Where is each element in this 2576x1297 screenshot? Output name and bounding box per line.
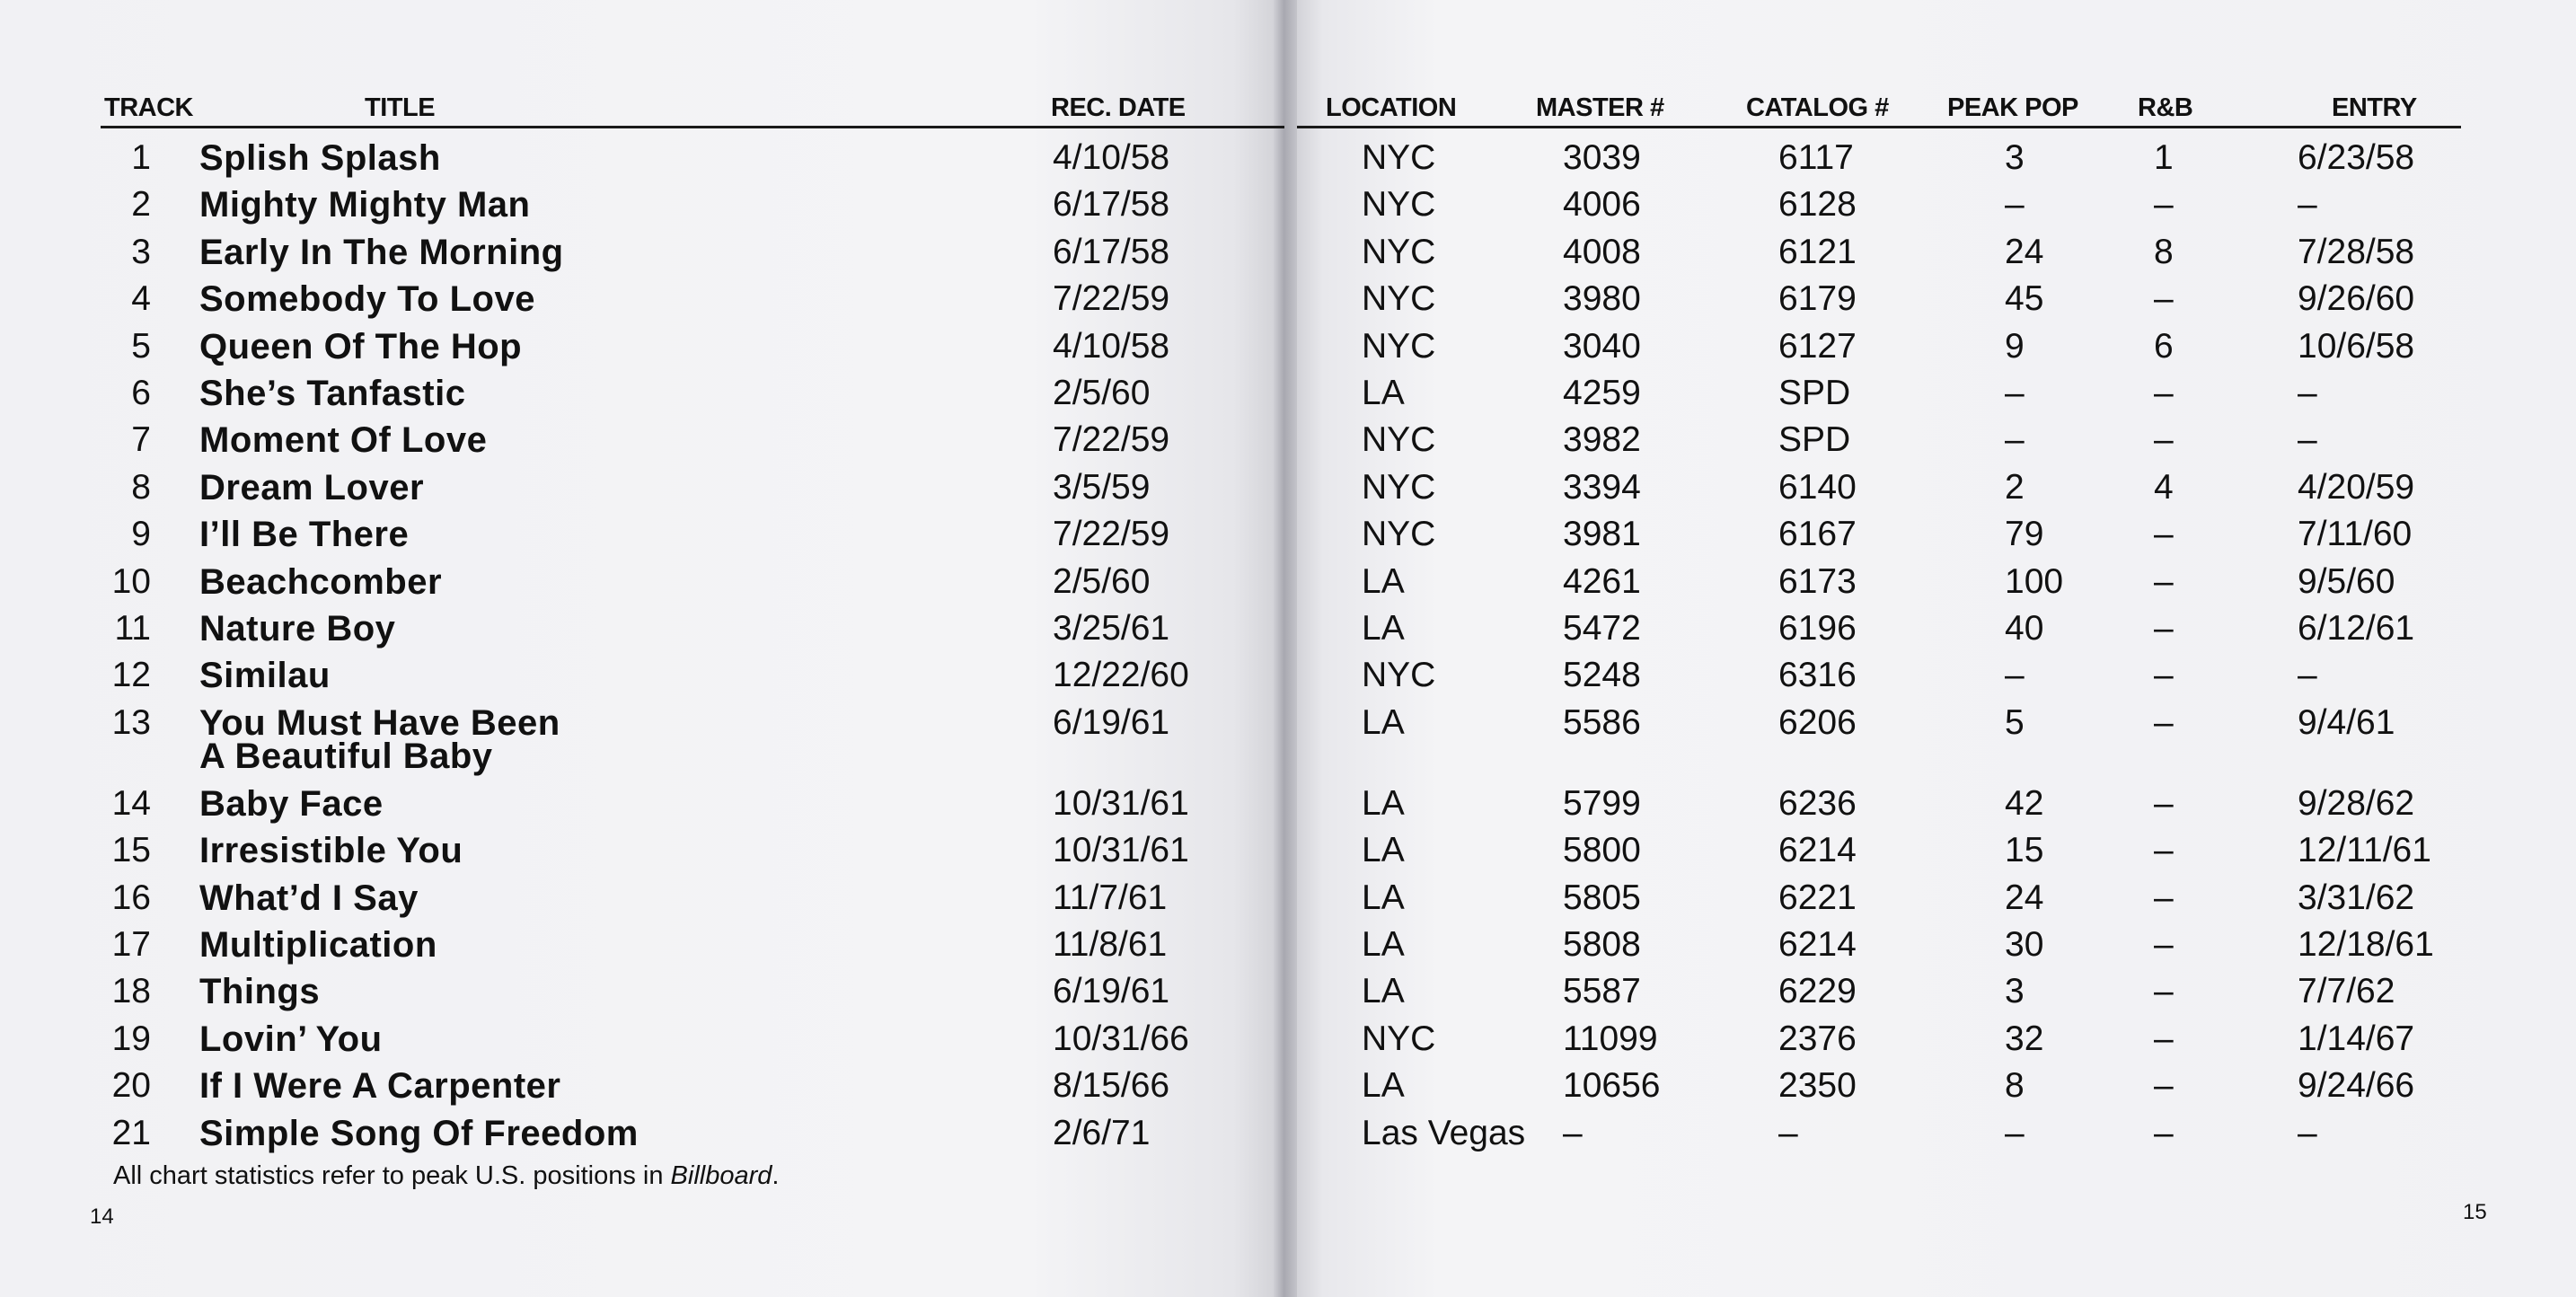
header-location: LOCATION [1326,93,1457,122]
peak-pop: 42 [2005,783,2044,823]
track-title: If I Were A Carpenter [199,1066,561,1107]
master-number: 5472 [1563,609,1641,648]
rnb-peak: – [2154,609,2174,648]
catalog-number: 6229 [1778,972,1857,1011]
track-title: Somebody To Love [199,279,535,320]
rnb-peak: – [2154,972,2174,1011]
entry-date: 10/6/58 [2298,326,2415,366]
location: NYC [1362,138,1436,177]
rec-date: 2/6/71 [1053,1113,1151,1152]
rec-date: 8/15/66 [1053,1066,1170,1106]
peak-pop: 9 [2005,326,2025,366]
track-number: 6 [131,374,151,412]
location: LA [1362,561,1405,601]
entry-date: 9/28/62 [2298,783,2415,823]
location: LA [1362,925,1405,964]
rec-date: 6/19/61 [1053,702,1170,742]
master-number: 10656 [1563,1066,1661,1106]
location: NYC [1362,420,1436,460]
page-number-left: 14 [90,1204,114,1229]
table-row [0,374,2576,420]
master-number: 4006 [1563,185,1641,225]
track-number: 19 [111,1019,151,1058]
location: LA [1362,878,1405,917]
peak-pop: 2 [2005,467,2025,507]
rec-date: 6/19/61 [1053,972,1170,1011]
entry-date: – [2298,374,2317,412]
rec-date: 3/25/61 [1053,609,1170,648]
table-row [0,327,2576,374]
peak-pop: – [2005,374,2025,412]
rec-date: 10/31/61 [1053,783,1189,823]
track-title [199,703,560,777]
peak-pop: 5 [2005,702,2025,742]
rnb-peak: – [2154,656,2174,695]
location: LA [1362,831,1405,870]
master-number: 5586 [1563,702,1641,742]
peak-pop: 8 [2005,1066,2025,1106]
catalog-number: 6221 [1778,878,1857,917]
track-title: Dream Lover [199,467,425,507]
catalog-number: 6206 [1778,702,1857,742]
rec-date: 11/8/61 [1053,925,1168,964]
rec-date: 7/22/59 [1053,279,1170,319]
rec-date: 6/17/58 [1053,185,1170,225]
rec-date: 6/17/58 [1053,232,1170,271]
entry-date: 9/26/60 [2298,279,2415,319]
rnb-peak: 1 [2154,138,2174,177]
rnb-peak: – [2154,374,2174,412]
master-number: 5248 [1563,656,1641,695]
table-row [0,784,2576,831]
chart-footnote [113,1161,779,1191]
master-number: 5799 [1563,783,1641,823]
peak-pop: 15 [2005,831,2044,870]
header-entry: ENTRY [2332,93,2417,122]
peak-pop: – [2005,420,2025,460]
master-number: 3981 [1563,515,1641,554]
peak-pop: 24 [2005,232,2044,271]
track-number: 20 [111,1066,151,1106]
table-row [0,878,2576,925]
track-number: 18 [111,972,151,1011]
location: NYC [1362,279,1436,319]
rnb-peak: 4 [2154,467,2174,507]
location: NYC [1362,656,1436,695]
table-row [0,831,2576,878]
catalog-number: 6167 [1778,515,1857,554]
entry-date: – [2298,185,2317,225]
table-row [0,1019,2576,1066]
entry-date: 6/12/61 [2298,609,2415,648]
table-row [0,233,2576,279]
master-number: 5800 [1563,831,1641,870]
entry-date: 7/7/62 [2298,972,2395,1011]
table-row [0,702,2576,776]
rnb-peak: 6 [2154,326,2174,366]
rnb-peak: 8 [2154,232,2174,271]
master-number: 3040 [1563,326,1641,366]
master-number: 4259 [1563,374,1641,412]
rnb-peak: – [2154,878,2174,917]
header-rnb: R&B [2138,93,2193,122]
track-title: Queen Of The Hop [199,326,523,366]
track-title: She’s Tanfastic [199,374,466,413]
track-title: Mighty Mighty Man [199,185,531,225]
location: NYC [1362,326,1436,366]
master-number: – [1563,1113,1583,1152]
location: LA [1362,1066,1405,1106]
footnote-end: . [772,1161,780,1190]
master-number: 4008 [1563,232,1641,271]
table-row [0,925,2576,972]
table-row [0,185,2576,232]
table-row [0,420,2576,467]
entry-date: 6/23/58 [2298,138,2415,177]
master-number: 4261 [1563,561,1641,601]
master-number: 3980 [1563,279,1641,319]
track-title: Nature Boy [199,609,396,648]
peak-pop: 79 [2005,515,2044,554]
track-number: 3 [131,232,151,271]
location: NYC [1362,185,1436,225]
track-title-line-1: You Must Have Been [199,702,560,743]
rnb-peak: – [2154,279,2174,319]
track-number: 1 [131,138,151,177]
track-number: 4 [131,279,151,319]
rnb-peak: – [2154,1019,2174,1058]
entry-date: 9/5/60 [2298,561,2395,601]
table-row [0,609,2576,656]
rec-date: 10/31/66 [1053,1019,1189,1058]
entry-date: 9/24/66 [2298,1066,2415,1106]
rec-date: 7/22/59 [1053,515,1170,554]
table-row [0,138,2576,185]
header-peak-pop: PEAK POP [1947,93,2078,122]
entry-date: 4/20/59 [2298,467,2415,507]
catalog-number: 6179 [1778,279,1857,319]
rec-date: 10/31/61 [1053,831,1189,870]
catalog-number: SPD [1778,420,1851,460]
track-title: Lovin’ You [199,1019,383,1059]
peak-pop: 24 [2005,878,2044,917]
rec-date: 2/5/60 [1053,561,1151,601]
catalog-number: – [1778,1113,1798,1152]
track-title: What’d I Say [199,878,419,918]
header-master: MASTER # [1536,93,1664,122]
page-number-right: 15 [2463,1200,2487,1224]
header-catalog: CATALOG # [1746,93,1889,122]
catalog-number: 6128 [1778,185,1857,225]
catalog-number: 6117 [1778,138,1854,177]
track-title: Simple Song Of Freedom [199,1113,639,1153]
rnb-peak: – [2154,702,2174,742]
track-number: 12 [111,656,151,695]
peak-pop: 100 [2005,561,2064,601]
track-number: 21 [111,1113,151,1152]
rnb-peak: – [2154,1066,2174,1106]
track-title: Splish Splash [199,138,441,178]
rnb-peak: – [2154,783,2174,823]
catalog-number: 6127 [1778,326,1857,366]
footnote-source: Billboard [670,1161,772,1190]
table-row [0,972,2576,1019]
track-title-line-2: A Beautiful Baby [199,736,493,776]
header-rule-right [1297,126,2461,128]
header-rec-date: REC. DATE [1051,93,1186,122]
entry-date: 7/11/60 [2298,515,2413,554]
rec-date: 11/7/61 [1053,878,1168,917]
rec-date: 2/5/60 [1053,374,1151,412]
footnote-text: All chart statistics refer to peak U.S. positions in [113,1161,671,1190]
entry-date: – [2298,656,2317,695]
track-title: Multiplication [199,925,437,965]
rec-date: 12/22/60 [1053,656,1189,695]
location: LA [1362,374,1405,412]
peak-pop: 32 [2005,1019,2044,1058]
rnb-peak: – [2154,925,2174,964]
track-number: 11 [114,609,151,648]
master-number: 5587 [1563,972,1641,1011]
master-number: 11099 [1563,1019,1658,1058]
peak-pop: 3 [2005,972,2025,1011]
location: LA [1362,972,1405,1011]
catalog-number: 6316 [1778,656,1857,695]
table-row [0,1066,2576,1113]
header-rule-left [101,126,1284,128]
master-number: 5808 [1563,925,1641,964]
table-row [0,279,2576,326]
entry-date: 12/18/61 [2298,925,2434,964]
catalog-number: 6196 [1778,609,1857,648]
catalog-number: 2376 [1778,1019,1857,1058]
track-number: 2 [131,185,151,225]
table-row [0,656,2576,702]
rnb-peak: – [2154,1113,2174,1152]
header-title: TITLE [365,93,436,122]
peak-pop: 3 [2005,138,2025,177]
track-title: I’ll Be There [199,515,410,555]
track-title: Similau [199,656,331,696]
table-row [0,1114,2576,1160]
entry-date: – [2298,420,2317,460]
track-title: Moment Of Love [199,420,488,461]
track-number: 17 [111,925,151,964]
track-title: Things [199,972,321,1012]
table-row [0,515,2576,561]
entry-date: 7/28/58 [2298,232,2415,271]
location: NYC [1362,1019,1436,1058]
header-track: TRACK [104,93,193,122]
master-number: 5805 [1563,878,1641,917]
rec-date: 3/5/59 [1053,467,1151,507]
track-number: 9 [131,515,151,554]
track-title: Beachcomber [199,561,443,602]
rnb-peak: – [2154,185,2174,225]
track-number: 10 [111,561,151,601]
peak-pop: – [2005,656,2025,695]
location: Las Vegas [1362,1113,1526,1152]
catalog-number: 6140 [1778,467,1857,507]
peak-pop: 45 [2005,279,2044,319]
location: LA [1362,609,1405,648]
catalog-number: 2350 [1778,1066,1857,1106]
catalog-number: 6121 [1778,232,1857,271]
master-number: 3394 [1563,467,1641,507]
track-number: 8 [131,467,151,507]
location: LA [1362,702,1405,742]
entry-date: 3/31/62 [2298,878,2415,917]
peak-pop: 40 [2005,609,2044,648]
peak-pop: – [2005,185,2025,225]
location: NYC [1362,232,1436,271]
peak-pop: – [2005,1113,2025,1152]
entry-date: 12/11/61 [2298,831,2431,870]
track-number: 14 [111,783,151,823]
catalog-number: SPD [1778,374,1851,412]
rnb-peak: – [2154,420,2174,460]
catalog-number: 6173 [1778,561,1857,601]
rnb-peak: – [2154,515,2174,554]
master-number: 3982 [1563,420,1641,460]
catalog-number: 6214 [1778,831,1857,870]
location: NYC [1362,515,1436,554]
track-title: Baby Face [199,783,384,824]
peak-pop: 30 [2005,925,2044,964]
entry-date: 1/14/67 [2298,1019,2415,1058]
rec-date: 4/10/58 [1053,326,1170,366]
rec-date: 7/22/59 [1053,420,1170,460]
master-number: 3039 [1563,138,1641,177]
table-row [0,562,2576,609]
catalog-number: 6214 [1778,925,1857,964]
track-number: 7 [131,420,151,460]
rnb-peak: – [2154,561,2174,601]
table-row [0,468,2576,515]
entry-date: 9/4/61 [2298,702,2395,742]
track-number: 15 [111,831,151,870]
location: NYC [1362,467,1436,507]
rec-date: 4/10/58 [1053,138,1170,177]
location: LA [1362,783,1405,823]
entry-date: – [2298,1113,2317,1152]
track-number: 5 [131,326,151,366]
track-number: 13 [111,702,151,742]
track-number: 16 [111,878,151,917]
catalog-number: 6236 [1778,783,1857,823]
track-title: Irresistible You [199,831,463,871]
track-title: Early In The Morning [199,232,564,272]
rnb-peak: – [2154,831,2174,870]
